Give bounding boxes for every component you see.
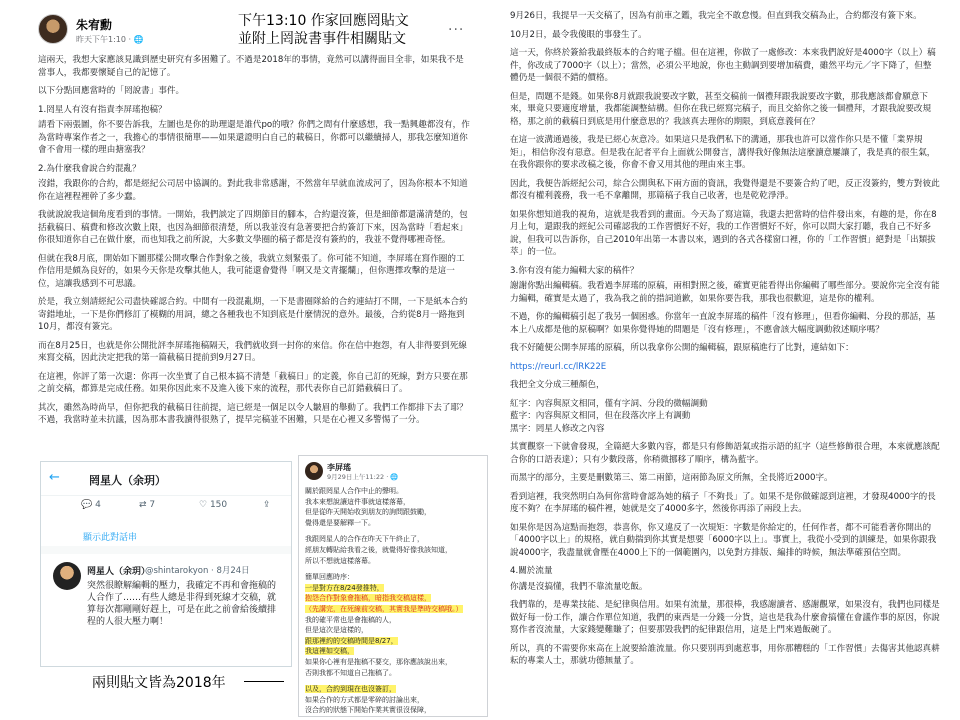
fb-text-span: 經朋友轉貼給我看之後，就覺得好像我該知道， (305, 545, 452, 554)
reply-count: 4 (95, 500, 101, 510)
post-paragraph: 請看下兩張圖，你不要告訴我，左圖也是你的助理還是誰代po的哦？你們之間有什麼感想，我一點興趣都沒有，作為當時專案作者之一，我擔心的事情很簡單——如果還證明白自己的載稿日，你都可以繼續掃人，那我怎麼知道你會不會用一樣的理由搪塞我？ (38, 120, 470, 155)
retweet-icon: ⇄ (139, 500, 147, 510)
fb-text-line (305, 625, 485, 636)
fb-text-line (305, 695, 485, 706)
post-body-left (38, 54, 470, 456)
fb-text-line (305, 646, 485, 657)
reply-icon: 💬 (81, 500, 93, 510)
fb-text-line (305, 545, 485, 556)
fb-text-span: 所以不想就這樣落幕。 (305, 556, 375, 565)
retweet-count: 7 (149, 500, 156, 510)
post-paragraph: 因此，我便告訴經紀公司，綜合公開與私下兩方面的資訊，我覺得還是不要簽合約了吧，反正沒簽約，雙方對彼此都沒有權利義務，我一毛不拿離開，那篇稿子我自己收著，也是乾乾淨淨。 (510, 178, 940, 201)
fb-text-line (305, 507, 485, 518)
fb-text-line (305, 593, 485, 604)
post-timestamp[interactable]: 昨天下午1:10 · 🌐 (76, 35, 144, 44)
tweet-account-title: 罔星人（余玥） (89, 474, 166, 487)
fb-text-line (305, 615, 485, 626)
fb-text-line (305, 534, 485, 545)
tweet-screenshot (40, 461, 292, 667)
fb-post-text (305, 486, 485, 716)
fb-text-span: 我跟罔星人的合作在昨天下午終止了， (305, 535, 424, 544)
fb-author-name[interactable]: 李屏瑤 (327, 463, 351, 472)
note-connector-line (244, 681, 284, 682)
post-paragraph: 如果你是因為這點而抱怨，恭喜你，你又違反了一次規矩：字數是你給定的，任何作者，都不可能看著你開出的「4000字以上」的規格，就自動揣到你其實是想要「6000字以上」。事實上，我從小受到的訓練是，如果你跟我說4000字，我盡量就會壓在4000上下的一個範圍內，以免對方排版、編排的時候，無法準確預估空間。 (510, 522, 937, 558)
fb-text-line (305, 518, 485, 529)
highlighted-text: （先講完，在死線前交稿，其實我是準時交稿哦。） (305, 604, 463, 613)
post-paragraph: 謝謝你點出編輯稿。我看過李屏瑤的原稿，兩相對照之後，確實更能看得出你編輯了哪些部分。要說你完全沒有能力編輯，確實是太過了，我為我之前的措詞道歉，如果你要告我，那我也很歡迎，這是你的權利。 (510, 281, 940, 304)
post-paragraph: 4.關於流量 (510, 566, 553, 576)
fb-text-line (305, 572, 485, 583)
post-paragraph: 如果你想知道我的視角，這就是我看到的畫面。今天為了寫這篇，我還去把當時的信件發出來，有趣的是，你在8月上旬，還跟我的經紀公司確認我的工作習慣好不好，我的工作習慣好不好，你可以問大家打聽，我自己不好多說，但我可以告訴你，自己2010年出第一本書以來，遇到的各式各樣窗口裡，你的「工作習慣」絕對是「出類拔萃」的一位。 (510, 209, 937, 257)
highlighted-text: 我這裡如交稿， (305, 647, 354, 656)
post-paragraph: 這一天，你終於簽給我最終版本的合約電子檔。但在這裡，你做了一處修改：本來我們說好是4000字（以上）稿件，你改成了7000字（以上）；當然，必須公平地說，你也主動調到要增加稿費，雖然平均元／字下降了，但整體仍是一個很不錯的價格。 (510, 48, 936, 83)
reply-button[interactable] (81, 500, 101, 510)
post-paragraph: 其實觀察一下就會發現，全篇絕大多數內容，都是只有修飾語氣或指示語的紅字（這些修飾很合理，本來就應該配合你的口語表達）；只有少數段落，你稍微挪移了順序，構為藍字。 (510, 442, 940, 465)
heart-icon: ♡ (199, 500, 208, 510)
post-paragraph: 我不好隨便公開李屏瑤的原稿，所以我拿你公開的編輯稿，跟原稿進行了比對，連結如下： (510, 343, 854, 353)
facebook-post-screenshot (298, 455, 488, 717)
post-paragraph: 其次，雖然為時尚早，但你把我的截稿日往前提，這已經是一個足以令人皺眉的舉動了。我們工作都排下去了耶？不過，我當時並未抗議，因為那本書我讀得很熟了，提早完稿並不困難，只是在心裡又多警惕了一分。 (38, 402, 468, 425)
highlighted-text: 抱怨合作對象會拖稿，暗指我交稿這樣， (305, 594, 431, 603)
post-paragraph: 10月2日，最令我傻眼的事發生了。 (510, 29, 647, 40)
tweet-handle-date[interactable]: @shintarokyon · 8月24日 (145, 566, 250, 576)
post-paragraph: 我們靠的，是專業技能、是紀律與信用。如果有流量，那很棒，我感謝讀者、感謝觀眾，如果沒有，我們也同樣是做好每一份工作，讓合作單位知道，我們的東西是一分錢一分貨，這也是我為什麼會搞懂在會議作事的原因，你說寫作者沒流量，大家錢變難賺了；但要那毀我們的紀律跟信用，這是上門來過飯碗了。 (510, 600, 940, 635)
fb-text-span: 否則我都不知道自己拖稿了。 (305, 668, 396, 677)
post-body-right (510, 10, 940, 716)
post-paragraph: 所以，真的不需要你來高在上說要給誰流量。你只要別再到處惹事，用你那糟糕的「工作習慣」去傷害其他認真耕耘的專業人士，那就功德無量了。 (510, 643, 940, 666)
highlighted-text: 跟那裡約的交稿時間是8/27， (305, 636, 398, 645)
fb-text-span: 沒合約的狀態下開始作業其實很沒保障， (305, 706, 431, 715)
share-button[interactable] (263, 500, 271, 510)
show-thread-link[interactable]: 顯示此對話串 (83, 533, 138, 543)
author-avatar[interactable] (38, 14, 68, 44)
fb-text-span: 如果你心裡有是拖稿不要交，那你應該說出來， (305, 657, 452, 666)
post-paragraph: 我就說說我這個角度看到的事情。一開始，我們談定了四期節目的腳本，合約還沒簽，但是細節都還滿清楚的，包括截稿日、稿費和修改次數上限，也因為細節很清楚，所以我並沒有急著要把合約簽訂下來，因為當時「看起來」你很知道你自己在做什麼，而也知我之前所說，大多數文學圈的稿子都是沒有簽約的，我並不覺得哪裡奇怪。 (38, 210, 468, 245)
highlighted-text: 一是對方在8/24發推特， (305, 583, 384, 592)
post-paragraph: 這兩天，我想大家應該見識到歷史研究有多困難了。不過是2018年的事情，竟然可以講得面目全非，如果我不是當事人，我都要懷疑自己的記憶了。 (38, 55, 464, 78)
post-paragraph: 在這一波溝通過後，我是已經心灰意冷。如果這只是我們私下的溝通，那我也許可以當作你只是不懂「業界規矩」，相信你沒有惡意。但是我在記者平台上面就公開發言，講得我好像無法這麼讀意屢讓了，我是真的很生氣，在我你跟你的要求改稿之後，你會不會又用其他的理由來主事。 (510, 135, 936, 170)
post-paragraph: 我把全文分成三種顏色， (510, 380, 605, 390)
fb-text-span: 簡單回應時序： (305, 573, 354, 582)
fb-text-line (305, 657, 485, 668)
post-paragraph: 於是，我立刻請經紀公司盡快確認合約。中間有一段混亂期，一下是書圈隊給的合約連結打不開，一下是紙本合約寄錯地址，一下是你們修訂了模糊的用詞，總之各種我也不知到底是什麼情況的意外。最後，合約從8月一路拖到10月，都沒有簽完。 (38, 297, 468, 332)
caption-line-1: 下午13:10 作家回應罔貼文 (238, 13, 409, 29)
post-paragraph: 而黑字的部分，主要是刪數第三、第二兩節，這兩節為原文所無，全長將近2000字。 (510, 473, 833, 483)
fb-text-span: 我的確平常也是會拖稿的人， (305, 615, 396, 624)
fb-text-span: 覺得還是要解釋一下。 (305, 518, 375, 527)
bottom-note: 兩則貼文皆為2018年 (92, 675, 226, 691)
tweet-header (41, 462, 291, 496)
tweet-actions (41, 500, 291, 522)
retweet-button[interactable] (139, 500, 155, 510)
fb-text-span: 但是這次是這樣的， (305, 626, 368, 635)
fb-text-span: 我本來想說讓這件事就這樣落幕， (305, 497, 410, 506)
post-paragraph: 沒錯，我跟你的合約，都是經紀公司居中協調的。對此我非常感謝，不然當年早就血流成河了，因為你根本不知道你在這裡程裡幹了多少蠢。 (38, 179, 468, 202)
post-paragraph: 在這裡，你評了第一次還：你再一次坐實了自己根本搞不清楚「截稿日」的定義，你自己訂的死線，對方只要在那之前交稿，都算是完成任務。如果你因此來不及進入後下來的流程，那代表你自己訂錯截稿日了。 (38, 371, 468, 394)
share-icon: ⇪ (263, 500, 271, 510)
post-paragraph: 你講是沒搞懂，我們不靠流量吃飯。 (510, 581, 648, 592)
fb-text-span: 但是從昨天開始收到朋友的詢問跟鼓勵， (305, 508, 431, 517)
fb-text-line (305, 636, 485, 647)
post-paragraph: 3.你有沒有能力編輯大家的稿件？ (510, 265, 639, 276)
post-paragraph: 紅字：內容與原文相同，僅有字詞、分段的微幅調動 藍字：內容與原文相同，但在段落次序上有調動 黑字：罔星人修改之內容 (510, 398, 708, 434)
post-paragraph: 不過，你的編輯稿引起了我另一個困惑。你當年一直說李屏瑤的稿件「沒有修理」，但看你編輯、分段的那話，基本上八成都是他的原稿啊？如果你覺得她的問題是「沒有修理」，不應會該大幅度調動敘述順序嗎？ (510, 312, 936, 335)
post-paragraph: 而在8月25日，也就是你公開批評李屏瑤拖稿隔天，我們就收到一封你的來信。你在信中抱怨，有人非得要到死線來寫交稿，因此決定把我的第一篇截稿日提前到9月27日。 (38, 340, 467, 363)
fb-text-line (305, 583, 485, 594)
post-paragraph: 2.為什麼我會說合約混亂？ (38, 163, 141, 174)
fb-text-span: 關於跟罔星人合作中止的聲明。 (305, 487, 403, 495)
fb-text-line (305, 668, 485, 679)
post-paragraph: 1.罔星人有沒有指責李屏瑤抱稿？ (38, 104, 167, 115)
caption (238, 12, 468, 48)
post-paragraph: 看到這裡，我突然明白為何你當時會認為她的稿子「不夠長」了。如果不是你做確認到這裡，才發現4000字的長度不夠？在李屏瑤的稿件裡，她就是交了4000多字，然後你再添了兩段上去。 (510, 491, 936, 514)
fb-text-line (305, 486, 485, 497)
tweet-text: 突然很瞭解編輯的壓力，我確定不再和會拖稿的人合作了……有些人總是非得到死線才交稿，就算每次都剛剛好趕上，可是在此之前會給後續排程的人很大壓力啊！ (87, 581, 277, 627)
fb-text-line (305, 604, 485, 615)
fb-text-span: 如果合作的方式都是零碎的討論出來， (305, 695, 424, 704)
highlighted-text: 以及，合約到現在也沒簽訂， (305, 685, 396, 694)
fb-text-line (305, 556, 485, 567)
fb-avatar[interactable] (305, 462, 323, 480)
more-options-icon[interactable]: ··· (448, 22, 465, 38)
post-paragraph: 但是，問題不是錢。如果你8月就跟我說要改字數，甚至交稿前一個禮拜跟我說要改字數，那我應該都會願意下來，畢竟只要適度增量，我都能調整結構。但你在我已經寫完稿子，而且交給你之後一個禮拜，才跟我說要改規格，那之前的截稿日到底是用什麼意思的？我該真去理你的期限，到底意義何在？ (510, 91, 932, 127)
divider (41, 546, 291, 554)
comparison-link[interactable]: https://reurl.cc/lRK22E (510, 361, 607, 372)
like-button[interactable] (199, 500, 227, 510)
fb-timestamp[interactable]: 9月29日上午11:22 · 🌐 (327, 473, 399, 481)
post-paragraph: 以下分點回應當時的「罔說書」事件。 (38, 86, 185, 96)
post-author[interactable]: 朱宥勳 (76, 18, 113, 32)
post-paragraph: 但就在我8月底，開始如下圖那樣公開攻擊合作對象之後，我就立刻緊張了。你可能不知道，李屏瑤在寫作圈的工作信用是頗為良好的，如果今天你是攻擊其他人，我可能還會覺得「啊又是文青擺爛」，但你選擇攻擊的是這一位，這讓我感到不可思議。 (38, 253, 465, 289)
fb-text-line (305, 497, 485, 508)
back-arrow-icon[interactable]: ← (49, 470, 60, 485)
caption-line-2: 並附上罔說書事件相關貼文 (238, 31, 406, 47)
tweet-avatar[interactable] (53, 562, 81, 590)
tweet-author-name[interactable]: 罔星人（余玥） (87, 567, 151, 577)
like-count: 150 (209, 500, 228, 510)
fb-text-line (305, 684, 485, 695)
post-paragraph: 9月26日，我提早一天交稿了，因為有前車之鑑，我完全不敢怠慢。但直到我交稿為止，合約都沒有簽下來。 (510, 11, 922, 21)
fb-text-line (305, 705, 485, 716)
